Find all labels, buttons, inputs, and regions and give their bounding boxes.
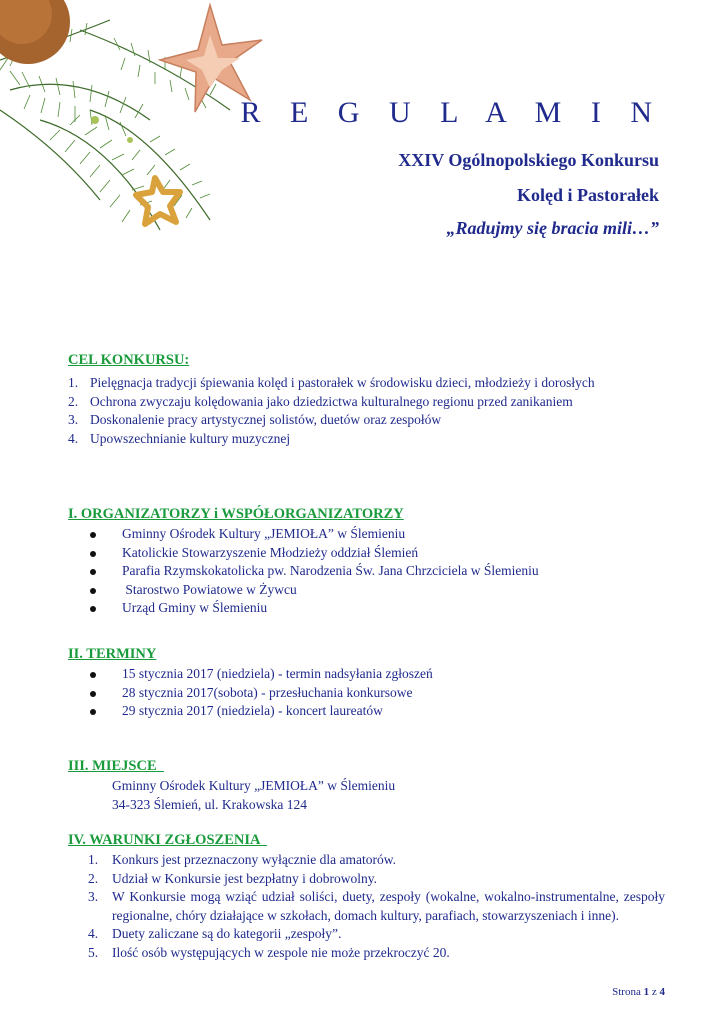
bullet-icon	[90, 606, 96, 612]
list-item: Gminny Ośrodek Kultury „JEMIOŁA” w Ślemieniu	[68, 525, 665, 544]
contest-motto: „Radujmy się bracia mili…”	[446, 218, 659, 238]
venue-address: 34-323 Ślemień, ul. Krakowska 124	[112, 797, 307, 812]
list-item: 1. Konkurs jest przeznaczony wyłącznie dla amatorów.	[88, 852, 397, 867]
list-item: 2. Ochrona zwyczaju kolędowania jako dziedzictwa kulturalnego regionu przed zanikaniem	[68, 393, 573, 409]
bullet-icon	[90, 588, 96, 594]
bullet-icon	[90, 569, 96, 575]
organizatorzy-list	[68, 525, 665, 618]
contest-name-line-2: Kolęd i Pastorałek	[517, 185, 659, 205]
warunki-list	[68, 851, 665, 962]
document-title: R E G U L A M I N	[240, 96, 663, 129]
list-item: 2. Udział w Konkursie jest bezpłatny i dobrowolny.	[88, 870, 377, 886]
list-item: 4. Upowszechnianie kultury muzycznej	[68, 430, 291, 446]
section-heading-warunki: IV. WARUNKI ZGŁOSZENIA	[68, 832, 267, 848]
list-item: 3. Doskonalenie pracy artystycznej solistów, duetów oraz zespołów	[68, 412, 442, 427]
page-separator: z	[651, 986, 657, 998]
list-item: 15 stycznia 2017 (niedziela) - termin nadsyłania zgłoszeń	[68, 665, 665, 684]
list-item: Katolickie Stowarzyszenie Młodzieży oddział Ślemień	[68, 544, 665, 563]
cel-list	[68, 374, 665, 448]
bullet-icon	[90, 691, 96, 697]
bullet-icon	[90, 709, 96, 715]
section-heading-cel: CEL KONKURSU:	[68, 352, 190, 368]
bullet-icon	[90, 672, 96, 678]
list-item: 1. Pielęgnacja tradycji śpiewania kolęd i pastorałek w środowisku dzieci, młodzieży i dorosłych	[68, 375, 595, 390]
list-item: 28 stycznia 2017(sobota) - przesłuchania konkursowe	[68, 684, 665, 703]
contest-name-line-1: XXIV Ogólnopolskiego Konkursu	[398, 150, 659, 170]
page-footer	[612, 986, 665, 998]
bullet-icon	[90, 532, 96, 538]
section-heading-organizatorzy: I. ORGANIZATORZY i WSPÓŁORGANIZATORZY	[68, 506, 404, 522]
venue-name: Gminny Ośrodek Kultury „JEMIOŁA” w Ślemieniu	[112, 778, 396, 793]
section-heading-terminy: II. TERMINY	[68, 646, 157, 662]
list-item: 5. Ilość osób występujących w zespole nie może przekroczyć 20.	[88, 944, 450, 960]
section-heading-miejsce: III. MIEJSCE	[68, 758, 164, 774]
page-total: 4	[659, 986, 665, 998]
list-item: 4. Duety zaliczane są do kategorii „zespoły”.	[88, 926, 342, 941]
list-item: 29 stycznia 2017 (niedziela) - koncert laureatów	[68, 702, 665, 721]
page-label: Strona	[612, 986, 641, 998]
terminy-list	[68, 665, 665, 721]
list-item: Starostwo Powiatowe w Żywcu	[68, 581, 665, 600]
list-item: Parafia Rzymskokatolicka pw. Narodzenia Św. Jana Chrzciciela w Ślemieniu	[68, 562, 665, 581]
list-item: 3. W Konkursie mogą wziąć udział soliści, duety, zespoły (wokalne, wokalno-instrumentalne, zespoły regionalne, chóry działające w szkołach, domach kultury, parafiach, stowarzyszeniach i inne).	[88, 889, 665, 923]
bullet-icon	[90, 551, 96, 557]
page-number: 1	[643, 986, 650, 998]
list-item: Urząd Gminy w Ślemieniu	[68, 599, 665, 618]
